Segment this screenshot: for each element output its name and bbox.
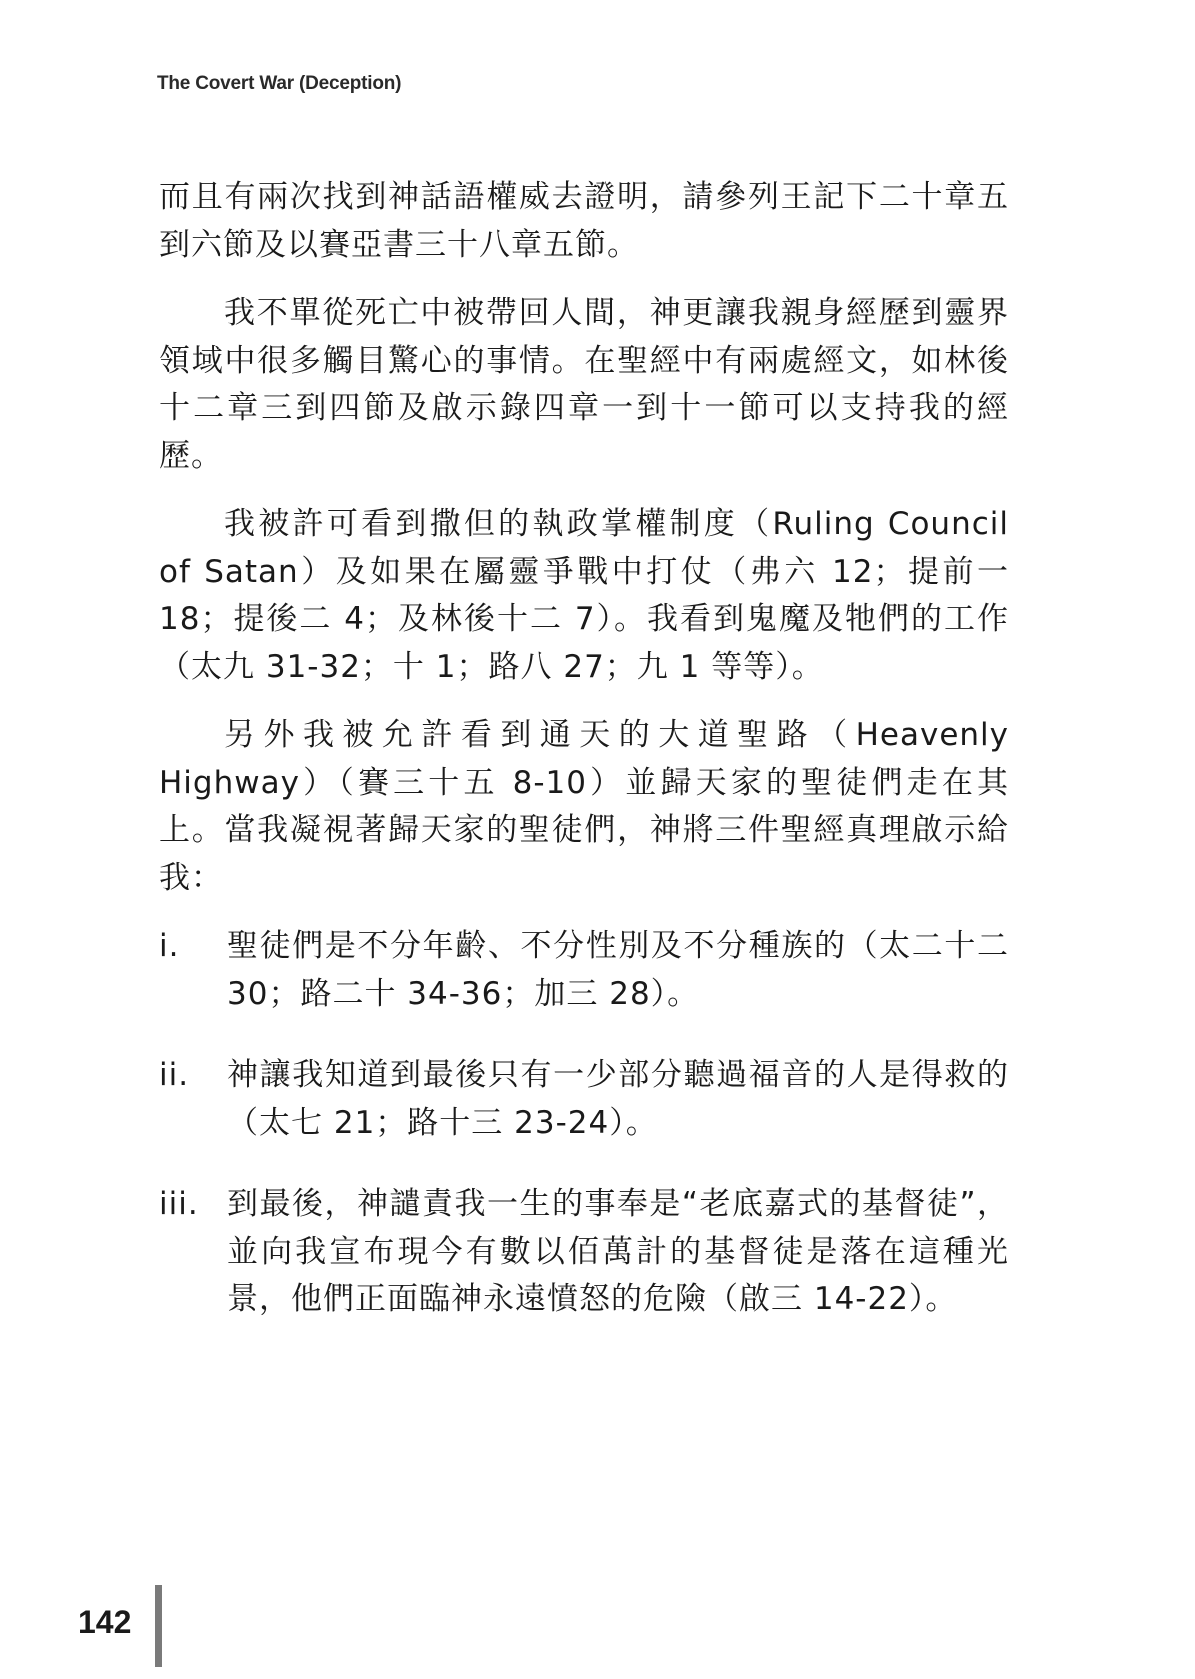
page-number-divider (155, 1585, 162, 1667)
paragraph: 我不單從死亡中被帶回人間，神更讓我親身經歷到靈界領域中很多觸目驚心的事情。在聖經中有兩處經文，如林後十二章三到四節及啟示錄四章一到十一節可以支持我的經歷。 (159, 295, 1009, 474)
list-item (159, 1052, 1009, 1147)
list-marker: ii. (159, 1057, 190, 1093)
page-number: 142 (78, 1604, 132, 1640)
list-item (159, 1181, 1009, 1324)
paragraph: 另外我被允許看到通天的大道聖路（Heavenly Highway）（賽三十五 8-10）並歸天家的聖徒們走在其上。當我凝視著歸天家的聖徒們，神將三件聖經真理啟示給我： (159, 717, 1009, 896)
running-head-title: The Covert War (Deception) (157, 73, 402, 94)
list-item-text: 聖徒們是不分年齡、不分性別及不分種族的（太二十二 30；路二十 34-36；加三 28）。 (227, 928, 1009, 1012)
list-marker: i. (159, 928, 180, 964)
revelation-list (159, 923, 1009, 1324)
body-text (159, 174, 1009, 1358)
list-item-text: 到最後，神譴責我一生的事奉是“老底嘉式的基督徒”，並向我宣布現今有數以佰萬計的基督徒是落在這種光景，他們正面臨神永遠憤怒的危險（啟三 14-22）。 (227, 1186, 1009, 1317)
list-item-text: 神讓我知道到最後只有一少部分聽過福音的人是得救的（太七 21；路十三 23-24）。 (227, 1057, 1009, 1141)
list-item (159, 923, 1009, 1018)
paragraph: 而且有兩次找到神話語權威去證明，請參列王記下二十章五到六節及以賽亞書三十八章五節。 (159, 179, 1009, 263)
paragraph: 我被許可看到撒但的執政掌權制度（Ruling Council of Satan）及如果在屬靈爭戰中打仗（弗六 12；提前一 18；提後二 4；及林後十二 7）。我看到鬼魔及牠們的工作（太九 31-32；十 1；路八 27；九 1 等等）。 (159, 506, 1009, 685)
list-marker: iii. (159, 1186, 199, 1222)
